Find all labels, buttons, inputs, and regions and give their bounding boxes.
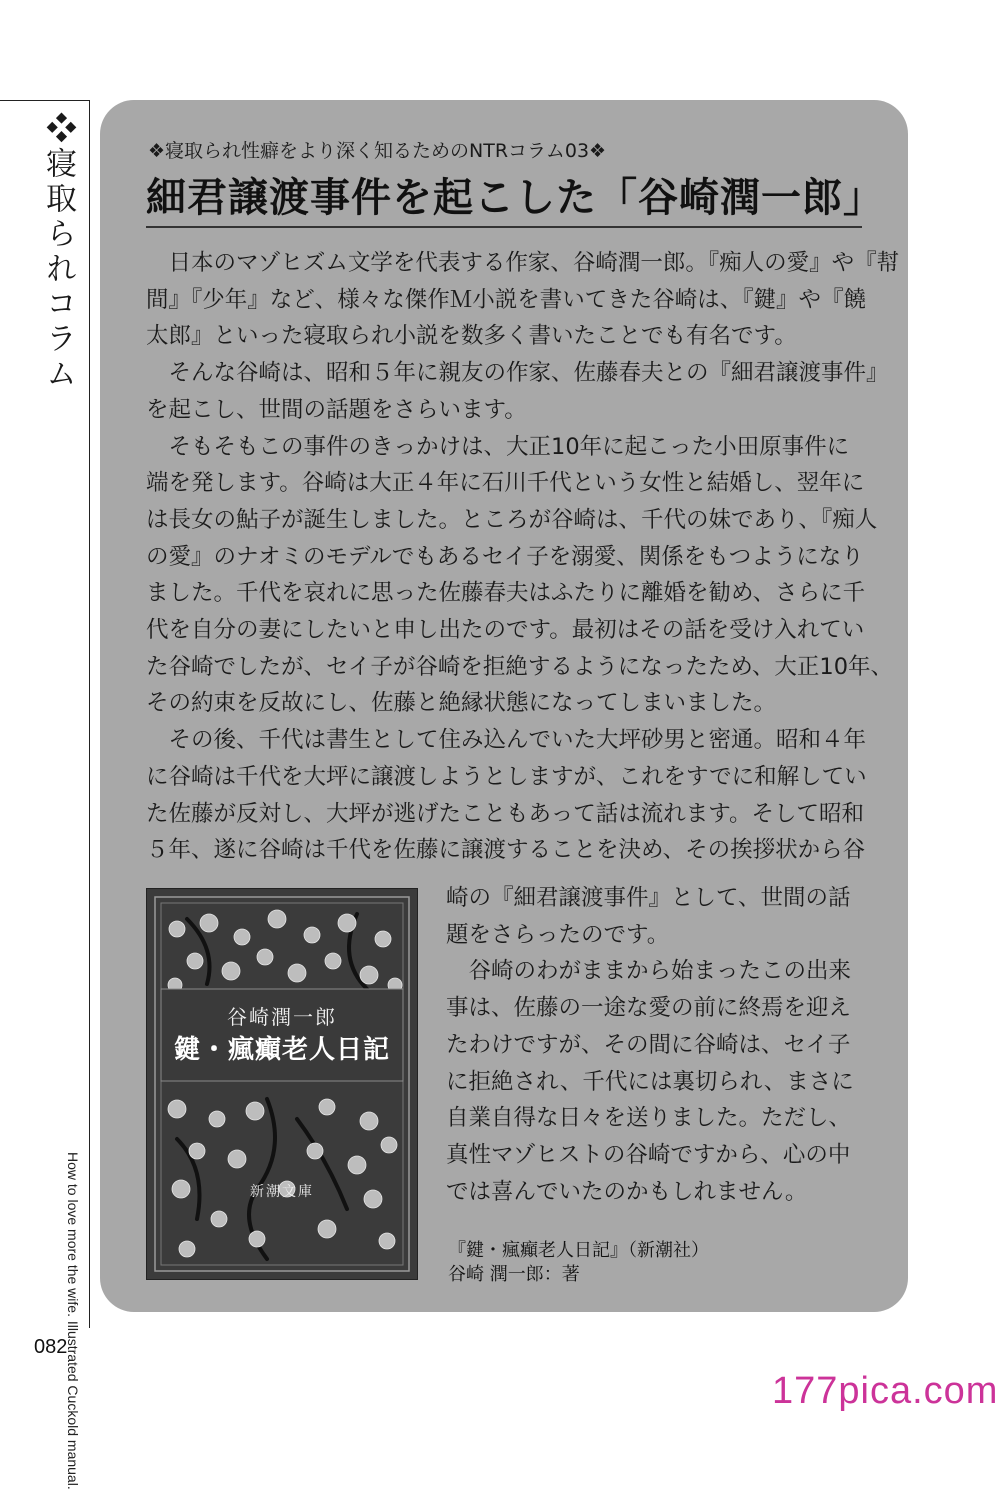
body-line: 自業自得な日々を送りました。ただし、: [446, 1105, 852, 1132]
headline-underline: [146, 226, 862, 228]
body-line: 崎の『細君譲渡事件』として、世間の話: [446, 885, 851, 911]
body-line: を起こし、世間の話題をさらいます。: [146, 396, 527, 423]
body-line: 事は、佐藤の一途な愛の前に終焉を迎え: [446, 995, 852, 1022]
body-line: 日本のマゾヒズム文学を代表する作家、谷崎潤一郎。『痴人の愛』や『幇: [146, 250, 900, 276]
column-headline: 細君譲渡事件を起こした「谷崎潤一郎」: [146, 175, 884, 221]
body-line: 太郎』といった寝取られ小説を数多く書いたことでも有名です。: [146, 323, 797, 350]
body-line: 真性マゾヒストの谷崎ですから、心の中: [446, 1141, 851, 1168]
body-line: 谷崎のわがままから始まったこの出来: [446, 958, 852, 985]
body-line: ５年、遂に谷崎は千代を佐藤に譲渡することを決め、その挨拶状から谷: [146, 837, 866, 864]
body-line: そんな谷崎は、昭和５年に親友の作家、佐藤春夫との『細君譲渡事件』: [146, 360, 889, 387]
book-caption-title: 『鍵・瘋癲老人日記』（新潮社）: [448, 1240, 709, 1261]
body-line: そもそもこの事件のきっかけは、大正10年に起こった小田原事件に: [146, 433, 850, 460]
margin-rule-top: [0, 100, 90, 101]
body-line: に谷崎は千代を大坪に譲渡しようとしますが、これをすでに和解してい: [146, 763, 867, 790]
book-caption-author: 谷崎 潤一郎：著: [448, 1264, 580, 1285]
site-watermark: 177pica.com: [772, 1370, 999, 1412]
body-line: その後、千代は書生として住み込んでいた大坪砂男と密通。昭和４年: [146, 727, 867, 754]
body-line: に拒絶され、千代には裏切られ、まさに: [446, 1068, 854, 1095]
body-line: 題をさらったのです。: [446, 921, 670, 948]
plum-blossom-pattern: [147, 889, 417, 1279]
cover-title: 鍵・瘋癲老人日記: [173, 1035, 390, 1065]
body-line: た谷崎でしたが、セイ子が谷崎を拒絶するようになったため、大正10年、: [146, 653, 894, 680]
section-label: ❖寝取られコラム: [40, 112, 76, 392]
body-line: たわけですが、その間に谷崎は、セイ子: [446, 1031, 851, 1058]
body-line: た佐藤が反対し、大坪が逃げたこともあって話は流れます。そして昭和: [146, 800, 864, 827]
body-line: ました。千代を哀れに思った佐藤春夫はふたりに離婚を勧め、さらに千: [146, 580, 866, 607]
body-line: 間』『少年』など、様々な傑作Ｍ小説を書いてきた谷崎は、『鍵』や『饒: [146, 286, 867, 313]
cover-author: 谷崎潤一郎: [227, 1005, 337, 1029]
book-cover-image: [146, 888, 418, 1280]
body-line: の愛』のナオミのモデルでもあるセイ子を溺愛、関係をもつようになり: [146, 543, 864, 570]
body-line: では喜んでいたのかもしれません。: [446, 1178, 808, 1205]
margin-rule-vertical: [89, 100, 90, 1328]
column-kicker: ❖寝取られ性癖をより深く知るためのNTRコラム03❖: [148, 140, 607, 162]
page-number: 082: [34, 1336, 68, 1358]
body-line: は長女の鮎子が誕生しました。ところが谷崎は、千代の妹であり、『痴人: [146, 506, 878, 533]
cover-publisher: 新潮文庫: [250, 1184, 314, 1200]
book-subtitle-english: How to love more the wife. Illustrated Cuckold manual.: [65, 1152, 81, 1490]
body-line: その約束を反故にし、佐藤と絶縁状態になってしまいました。: [146, 690, 777, 717]
body-line: 端を発します。谷崎は大正４年に石川千代という女性と結婚し、翌年に: [146, 470, 865, 497]
body-line: 代を自分の妻にしたいと申し出たのです。最初はその話を受け入れてい: [146, 617, 865, 643]
